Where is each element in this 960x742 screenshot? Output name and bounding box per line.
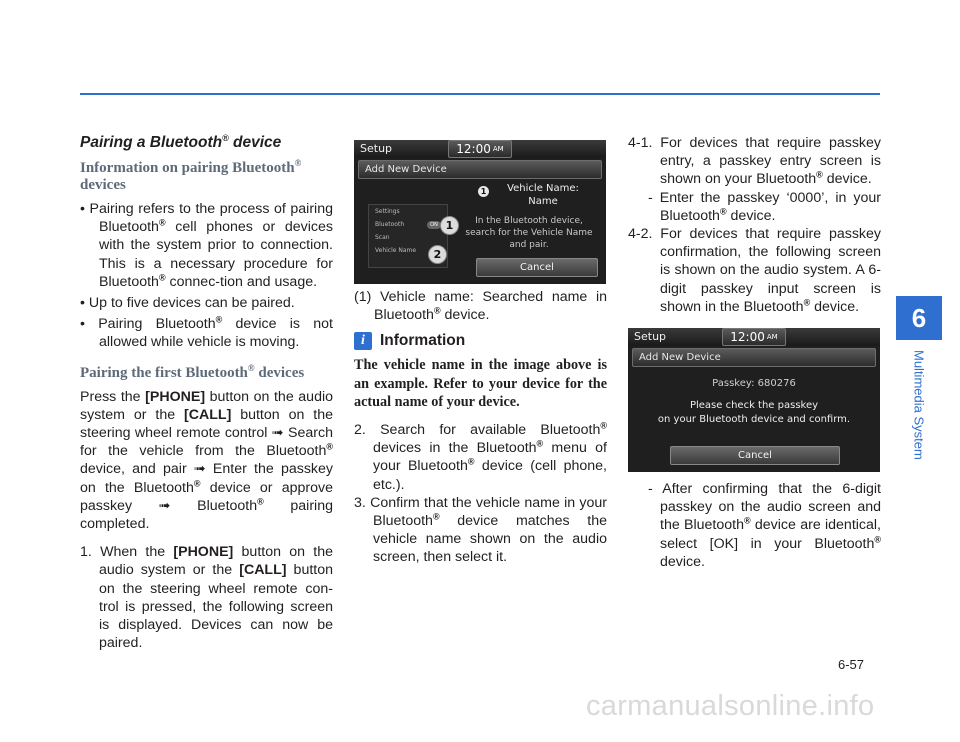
- callout-1-small: 1: [478, 186, 489, 197]
- add-new-device-bar: Add New Device: [358, 160, 602, 179]
- step-4-2-confirm: - After confirming that the 6-digit passkey on the audio screen and the Bluetooth® device are identical, select [OK] in your Bluetooth® device.: [648, 481, 881, 570]
- bullet-pairing-definition: • Pairing refers to the process of pairing Bluetooth® cell phones or devices with the system prior to connection. This is a necessary procedure for Bluetooth® connec-tion and usage.: [80, 201, 333, 290]
- screen-title: Setup: [634, 330, 667, 344]
- cancel-button[interactable]: Cancel: [476, 258, 598, 277]
- bullet-device-limit: • Up to five devices can be paired.: [80, 295, 295, 312]
- step-4-1: 4-1. For devices that require passkey entry, a passkey entry screen is shown on your Bluetooth® device.: [628, 135, 881, 188]
- screen-clock: 12:00 AM: [448, 140, 512, 158]
- right-column: [628, 134, 881, 571]
- step-2: 2. Search for available Bluetooth® devices in the Bluetooth® menu of your Bluetooth® device (cell phone, etc.).: [354, 420, 607, 493]
- confirm-message-1: Please check the passkey: [689, 400, 819, 412]
- passkey-confirm-screen: [628, 328, 880, 472]
- caption-vehicle-name: (1) Vehicle name: Searched name in Bluetooth® device.: [354, 289, 607, 324]
- chapter-number-tab: 6: [896, 296, 942, 340]
- info-heading: Information on pairing Bluetooth® devices: [80, 158, 302, 193]
- header-rule: [80, 93, 880, 95]
- confirm-message-2: on your Bluetooth device and confirm.: [657, 414, 851, 426]
- chapter-title: Multimedia System: [911, 350, 927, 460]
- step-1: 1. When the [PHONE] button on the audio system or the [CALL] button on the steering wheel remote con-trol is pressed, the following screen is displayed. Devices can now be paired.: [80, 544, 334, 652]
- passkey-display: Passkey: 680276: [712, 378, 796, 390]
- add-new-device-bar: Add New Device: [632, 348, 876, 367]
- screen-message-2: search for the Vehicle Name: [465, 228, 593, 238]
- screen-title: Setup: [360, 142, 393, 155]
- callout-2: 2: [428, 245, 447, 264]
- screen-message-1: In the Bluetooth device,: [475, 216, 583, 226]
- cancel-button[interactable]: Cancel: [670, 446, 840, 465]
- vehicle-name-label: Vehicle Name:: [507, 183, 579, 194]
- bullet-moving-restriction: • Pairing Bluetooth® device is not allowed while vehicle is moving.: [80, 314, 334, 351]
- step-4-2: 4-2. For devices that require passkey confirmation, the following screen is shown on the audio system. A 6-digit passkey input screen is shown in the Bluetooth® device.: [628, 226, 881, 315]
- pairing-procedure-paragraph: Press the [PHONE] button on the audio system or the [CALL] button on the steering wheel remote control ➟ Search for the vehicle from the Bluetooth® device, and pair ➟ Enter the passkey on the Bluetooth® device or approve passkey ➟ Bluetooth® pairing completed.: [80, 388, 333, 533]
- vehicle-name-value: Name: [528, 196, 558, 207]
- step-3: 3. Confirm that the vehicle name in your Bluetooth® device matches the vehicle name shown on the audio screen, then select it.: [354, 494, 607, 566]
- callout-1: 1: [440, 216, 459, 235]
- information-icon: i: [354, 332, 372, 350]
- section-title: Pairing a Bluetooth® device: [80, 132, 282, 151]
- step-4-1-passkey: - Enter the passkey ‘0000’, in your Bluetooth® device.: [648, 189, 881, 224]
- add-device-screen: [354, 140, 606, 284]
- bluetooth-toggle: ON: [427, 221, 441, 229]
- screen-message-3: and pair.: [509, 240, 549, 250]
- information-title: Information: [380, 332, 466, 350]
- screen-clock: 12:00 AM: [722, 328, 786, 346]
- middle-column: [354, 140, 607, 567]
- first-pairing-heading: Pairing the first Bluetooth® devices: [80, 362, 305, 381]
- phone-settings-illustration: Settings Bluetooth Scan Vehicle Name ON: [368, 204, 448, 268]
- page-number: 6-57: [838, 657, 865, 672]
- information-note: The vehicle name in the image above is an example. Refer to your device for the actual name of your device.: [354, 357, 607, 410]
- left-column: [80, 134, 333, 652]
- watermark: carmanualsonline.info: [586, 690, 875, 722]
- information-header: [354, 332, 607, 350]
